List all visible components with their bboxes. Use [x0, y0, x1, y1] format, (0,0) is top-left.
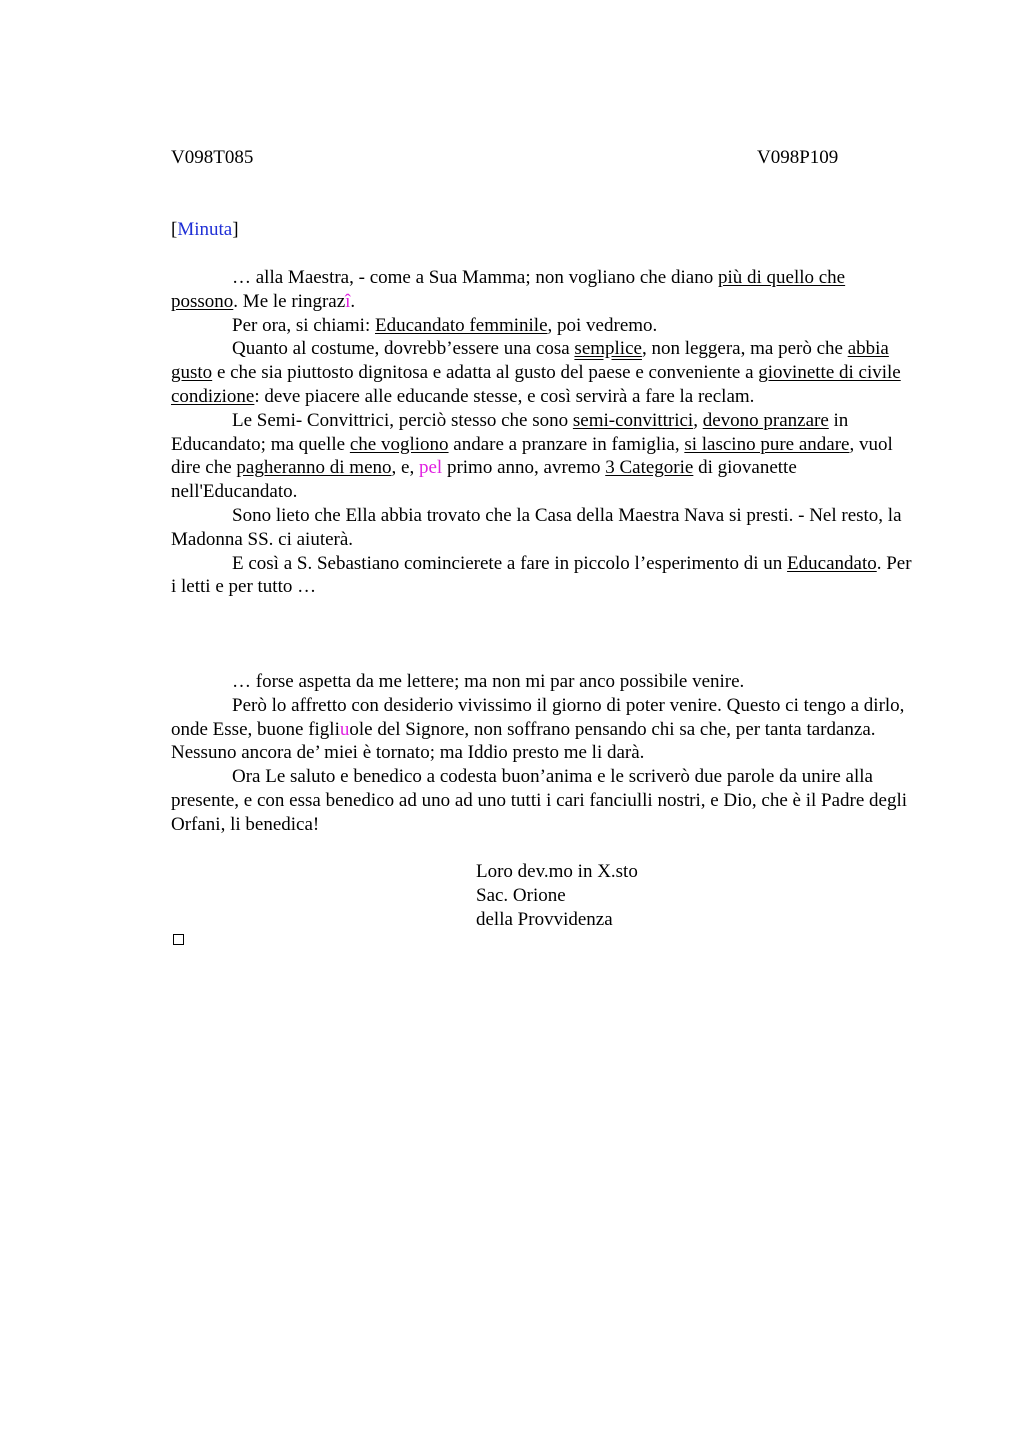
- second-paragraph-2-correction: u: [339, 718, 350, 740]
- paragraph-3-text-1: Quanto al costume, dovrebb’essere una cosa: [232, 338, 575, 360]
- signature-line-3: della Provvidenza: [476, 908, 613, 930]
- paragraph-2: [171, 314, 916, 338]
- minuta-open-bracket: [: [171, 219, 178, 240]
- second-paragraph-1: [171, 670, 916, 694]
- document-code-right: V098P109: [757, 147, 839, 168]
- paragraph-4-text-4: andare a pranzare in famiglia,: [448, 433, 685, 455]
- paragraph-2-text-1: Per ora, si chiami:: [232, 314, 375, 336]
- paragraph-4-correction: pel: [418, 457, 443, 479]
- signature-block: [476, 860, 638, 931]
- paragraph-3-underline-2: abbia gusto: [171, 338, 889, 384]
- paragraph-4-underline-4: si lascino pure andare: [684, 433, 850, 455]
- paragraph-3-text-4: : deve piacere alle educande stesse, e così servirà a fare la reclam.: [254, 385, 755, 407]
- paragraph-3-underline-1: semplice: [574, 338, 642, 360]
- empty-square-icon: [173, 934, 184, 945]
- second-paragraph-2-text-1: Però lo affretto con desiderio vivissimo il giorno di poter venire. Questo ci tengo a dirlo, onde Esse, buone figli: [171, 694, 905, 740]
- paragraph-2-underline-1: Educandato femminile: [375, 314, 548, 336]
- minuta-label: [171, 218, 239, 242]
- paragraph-4-text-6: , e,: [391, 457, 419, 479]
- paragraph-5-text-1: Sono lieto che Ella abbia trovato che la Casa della Maestra Nava si presti. - Nel resto, la Madonna SS. ci aiuterà.: [171, 504, 902, 550]
- paragraph-5: [171, 504, 916, 552]
- signature-line-1: Loro dev.mo in X.sto: [476, 861, 638, 882]
- paragraph-4-underline-1: semi-convittrici: [572, 409, 694, 431]
- paragraph-1-text-2: . Me le ringraz: [233, 290, 346, 312]
- paragraph-6-text-2: . Per i letti e per tutto …: [171, 552, 912, 598]
- paragraph-3-text-3: e che sia piuttosto dignitosa e adatta al gusto del paese e conveniente a: [212, 362, 759, 384]
- paragraph-4-underline-3: che vogliono: [349, 433, 449, 455]
- paragraph-1-correction: î: [345, 290, 351, 312]
- paragraph-3: [171, 337, 916, 408]
- letter-body-second: [171, 670, 916, 837]
- paragraph-4-underline-5: pagheranno di meno: [236, 457, 392, 479]
- paragraph-4-text-1: Le Semi- Convittrici, perciò stesso che sono: [232, 409, 573, 431]
- paragraph-4-text-8: di giovanette nell'Educandato.: [171, 457, 797, 503]
- second-paragraph-3-text-1: Ora Le saluto e benedico a codesta buon’anima e le scriverò due parole da unire alla presente, e con essa benedico ad uno ad uno tutti i cari fanciulli nostri, e Dio, che è il Padre degli Orfani, li benedica!: [171, 766, 908, 835]
- paragraph-4-text-3: in Educandato; ma quelle: [171, 409, 849, 455]
- second-paragraph-1-text-1: … forse aspetta da me lettere; ma non mi par anco possibile venire.: [232, 671, 745, 692]
- paragraph-4-underline-2: devono pranzare: [702, 409, 829, 431]
- paragraph-4-text-5: , vuol dire che: [171, 433, 893, 479]
- paragraph-1-text-1: … alla Maestra, - come a Sua Mamma; non vogliano che diano: [232, 267, 718, 288]
- paragraph-6-text-1: E così a S. Sebastiano comincierete a fare in piccolo l’esperimento di un: [232, 552, 788, 574]
- paragraph-1: [171, 266, 916, 314]
- minuta-word: Minuta: [177, 219, 233, 240]
- letter-body-first: [171, 266, 916, 599]
- paragraph-6-underline-1: Educandato: [787, 552, 877, 574]
- second-paragraph-2-text-2: ole del Signore, non soffrano pensando chi sa che, per tanta tardanza. Nessuno ancora de’ miei è tornato; ma Iddio presto me li darà.: [171, 718, 876, 764]
- minuta-close-bracket: ]: [232, 219, 239, 240]
- paragraph-4: [171, 409, 916, 504]
- paragraph-4-text-7: primo anno, avremo: [442, 457, 606, 479]
- paragraph-1-underline-1: più di quello che possono: [171, 267, 846, 312]
- second-paragraph-3: [171, 765, 916, 836]
- paragraph-3-underline-3: giovinette di civile condizione: [171, 362, 901, 407]
- document-code-left: V098T085: [171, 147, 254, 168]
- paragraph-6: [171, 552, 916, 600]
- paragraph-4-underline-6: 3 Categorie: [605, 457, 694, 479]
- paragraph-3-text-2: , non leggera, ma però che: [641, 338, 848, 360]
- signature-line-2: Sac. Orione: [476, 884, 566, 906]
- paragraph-2-text-2: , poi vedremo.: [547, 314, 658, 336]
- paragraph-1-text-3: .: [350, 290, 356, 312]
- paragraph-4-text-2: ,: [693, 409, 703, 431]
- second-paragraph-2: [171, 694, 916, 765]
